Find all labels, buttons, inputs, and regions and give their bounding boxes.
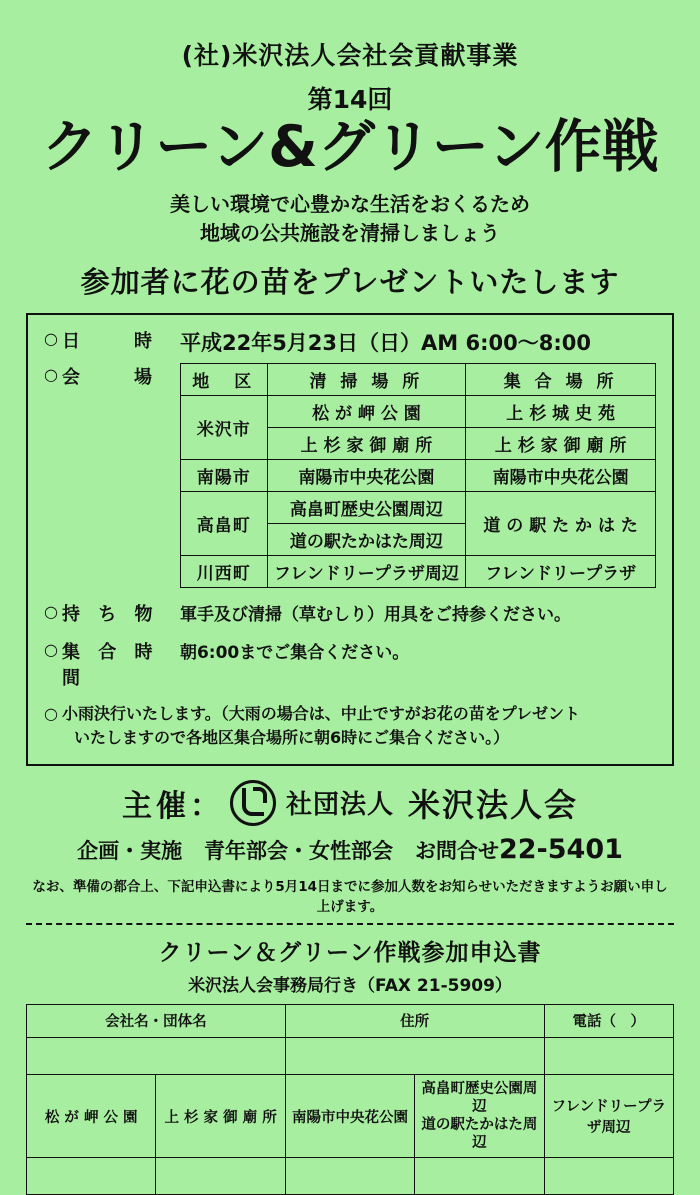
rain-note-line-1: 小雨決行いたします。（大雨の場合は、中止ですがお花の苗をプレゼント [61,703,581,723]
venue-header-area: 地 区 [180,363,267,395]
cut-line-divider [26,923,674,925]
datetime-label: 日 時 [61,330,158,352]
venue-clean-0: 松 が 岬 公 園 [267,395,466,427]
edition-label: 第14回 [307,85,393,114]
details-frame [26,313,674,766]
subtitle-line-1: 美しい環境で心豊かな生活をおくるため [170,191,530,216]
form-count-nanyo[interactable] [285,1158,414,1195]
circle-bullet-icon: ○ [44,601,58,621]
rain-note-line-2: いたしますので各地区集合場所に朝6時にご集合ください。） [73,727,510,747]
form-input-company[interactable] [27,1037,286,1074]
contact-label: お問合せ [414,838,499,863]
meeting-time-row [44,638,656,690]
venue-clean-5: フレンドリープラザ周辺 [267,555,466,587]
form-site-friendly: フレンドリープラザ周辺 [544,1074,673,1158]
form-subtitle: 米沢法人会事務局行き（FAX 21-5909） [188,975,512,996]
circle-bullet-icon: ○ [44,703,58,723]
venue-label: 会 場 [61,366,158,388]
venue-table [180,363,656,588]
form-input-phone[interactable] [544,1037,673,1074]
form-site-nanyo: 南陽市中央花公園 [285,1074,414,1158]
table-header-row [180,363,655,395]
venue-meet-0: 上 杉 城 史 苑 [466,395,656,427]
organization-line: (社)米沢法人会社会貢献事業 [181,41,519,70]
table-row [180,555,655,587]
subtitle-line-2: 地域の公共施設を清掃しましょう [200,220,500,245]
application-form-table [26,1004,674,1195]
page-title: クリーン&グリーン作戦 [41,114,659,180]
form-count-row [27,1158,674,1195]
venue-clean-2: 南陽市中央花公園 [267,459,466,491]
venue-clean-3: 高畠町歴史公園周辺 [267,491,466,523]
planning-label: 企画・実施 [77,838,183,863]
datetime-row [44,327,656,357]
sponsor-row [26,780,674,826]
venue-meet-1: 上 杉 家 御 廟 所 [466,427,656,459]
form-site-row [27,1074,674,1158]
form-input-row [27,1037,674,1074]
venue-header-clean: 清 掃 場 所 [267,363,466,395]
items-label: 持 ち 物 [61,603,159,625]
form-title: クリーン＆グリーン作戦参加申込書 [158,939,542,966]
venue-area-kawanishi: 川西町 [180,555,267,587]
circle-bullet-icon: ○ [44,364,58,384]
deadline-notice: なお、準備の都合上、下記申込書により5月14日までに参加人数をお知らせいただきますようお願い申し上げます。 [32,878,668,915]
sponsor-corp-type: 社団法人 [285,790,394,821]
form-count-matsugasaki[interactable] [27,1158,156,1195]
form-input-address[interactable] [285,1037,544,1074]
planning-value: 青年部会・女性部会 [204,838,394,863]
form-header-phone: 電話（ ） [544,1004,673,1037]
contact-tel: 22-5401 [498,833,623,865]
table-row [180,459,655,491]
hojinkai-logo-icon [230,780,276,826]
sponsor-label: 主催： [121,788,224,824]
venue-area-nanyo: 南陽市 [180,459,267,491]
datetime-value: 平成22年5月23日（日） [179,330,422,355]
datetime-time: AM 6:00〜8:00 [421,330,591,355]
venue-area-yonezawa: 米沢市 [180,395,267,459]
venue-row [44,363,656,588]
items-value: 軍手及び清掃（草むしり）用具をご持参ください。 [179,604,571,625]
form-site-takahata: 高畠町歴史公園周辺 道の駅たかはた周辺 [415,1074,544,1158]
venue-area-takahata: 高畠町 [180,491,267,555]
venue-meet-5: フレンドリープラザ [466,555,656,587]
table-row [180,491,655,523]
venue-meet-2: 南陽市中央花公園 [466,459,656,491]
form-count-takahata[interactable] [415,1158,544,1195]
form-site-matsugasaki: 松 が 岬 公 園 [27,1074,156,1158]
present-announcement: 参加者に花の苗をプレゼントいたします [80,264,620,299]
venue-meet-3: 道 の 駅 た か は た [466,491,656,555]
form-header-company: 会社名・団体名 [27,1004,286,1037]
table-row [180,395,655,427]
form-header-address: 住所 [285,1004,544,1037]
planning-row [26,834,674,865]
circle-bullet-icon: ○ [44,328,58,348]
rain-note-row [44,702,656,750]
form-count-uesugi[interactable] [156,1158,285,1195]
sponsor-org-name: 米沢法人会 [408,785,579,824]
items-row [44,600,656,626]
meeting-time-value: 朝6:00までご集合ください。 [179,642,410,663]
meeting-time-label: 集 合 時 間 [61,641,159,689]
venue-clean-1: 上 杉 家 御 廟 所 [267,427,466,459]
circle-bullet-icon: ○ [44,639,58,659]
venue-clean-4: 道の駅たかはた周辺 [267,523,466,555]
venue-header-meet: 集 合 場 所 [466,363,656,395]
form-count-friendly[interactable] [544,1158,673,1195]
form-site-uesugi: 上 杉 家 御 廟 所 [156,1074,285,1158]
form-header-row [27,1004,674,1037]
